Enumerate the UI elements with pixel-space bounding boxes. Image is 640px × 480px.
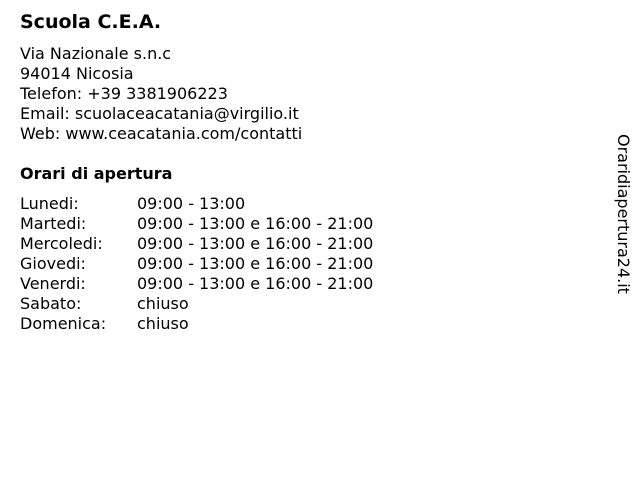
day-hours: 09:00 - 13:00 e 16:00 - 21:00 xyxy=(137,234,374,253)
contact-block xyxy=(20,44,302,144)
web-line: Web: www.ceacatania.com/contatti xyxy=(20,124,303,143)
business-name: Scuola C.E.A. xyxy=(20,11,162,33)
address-line: Via Nazionale s.n.c xyxy=(20,44,172,63)
hours-heading: Orari di apertura xyxy=(20,164,173,183)
day-hours: chiuso xyxy=(137,314,189,333)
day-label: Martedi: xyxy=(20,214,87,233)
day-label: Giovedi: xyxy=(20,254,86,273)
email-line: Email: scuolaceacatania@virgilio.it xyxy=(20,104,299,123)
day-label: Sabato: xyxy=(20,294,82,313)
site-watermark xyxy=(612,134,634,310)
day-hours: 09:00 - 13:00 e 16:00 - 21:00 xyxy=(137,274,374,293)
day-hours: 09:00 - 13:00 e 16:00 - 21:00 xyxy=(137,254,374,273)
day-label: Mercoledi: xyxy=(20,234,103,253)
day-hours: chiuso xyxy=(137,294,189,313)
day-hours: 09:00 - 13:00 e 16:00 - 21:00 xyxy=(137,214,374,233)
day-label: Lunedi: xyxy=(20,194,79,213)
watermark-text: Oraridiapertura24.it xyxy=(614,134,633,294)
day-label: Venerdi: xyxy=(20,274,86,293)
day-hours: 09:00 - 13:00 xyxy=(137,194,246,213)
day-label: Domenica: xyxy=(20,314,107,333)
city-line: 94014 Nicosia xyxy=(20,64,134,83)
phone-line: Telefon: +39 3381906223 xyxy=(20,84,228,103)
